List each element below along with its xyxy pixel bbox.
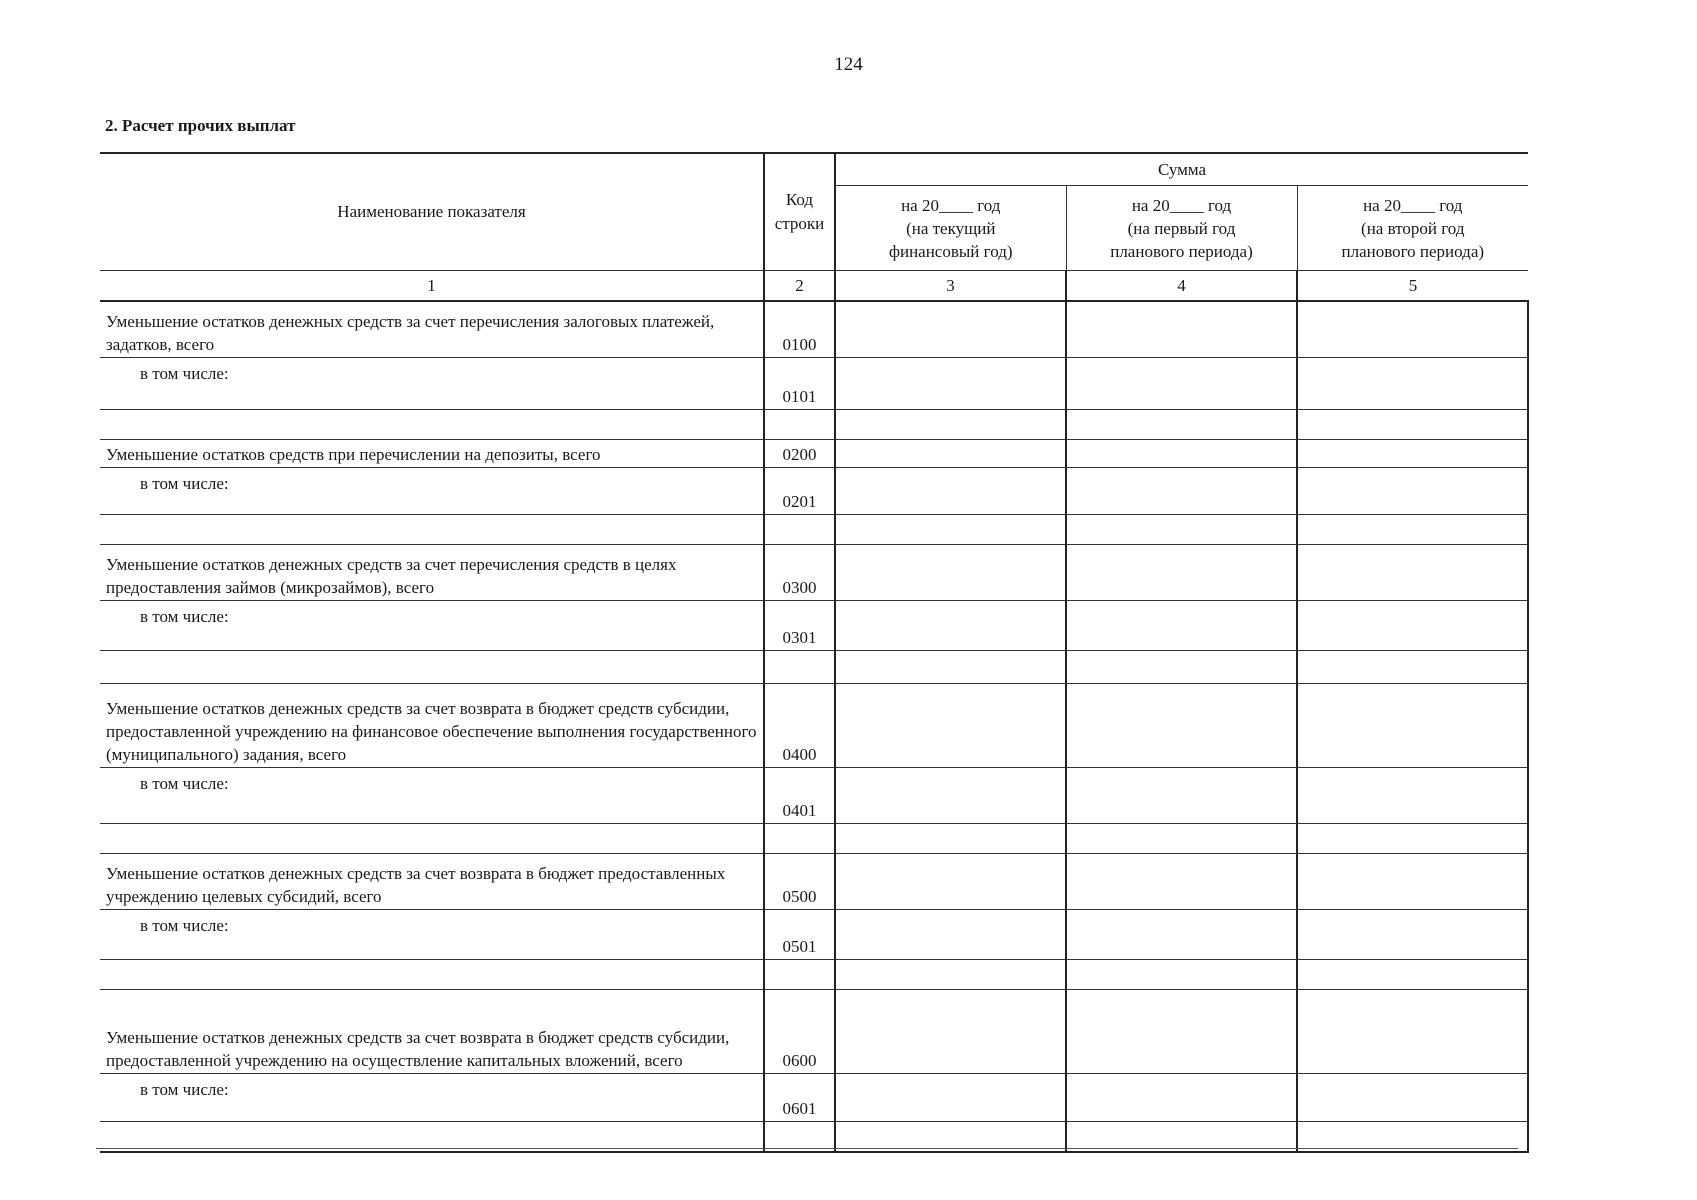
table-row	[100, 514, 1528, 544]
table-row	[100, 823, 1528, 853]
table-row	[100, 301, 1528, 357]
column-number: 4	[1066, 271, 1297, 302]
row-code: 0201	[764, 467, 835, 514]
value-cell[interactable]	[835, 683, 1066, 767]
value-cell[interactable]	[1066, 853, 1297, 909]
row-code	[764, 1121, 835, 1152]
value-cell[interactable]	[1066, 1121, 1297, 1152]
page-number: 124	[834, 54, 863, 75]
value-cell[interactable]	[1066, 989, 1297, 1073]
row-name: Уменьшение остатков денежных средств за счет перечисления средств в целях предоставления займов (микрозаймов), всего	[100, 544, 764, 600]
row-code: 0601	[764, 1073, 835, 1121]
row-code: 0200	[764, 439, 835, 467]
row-name	[100, 823, 764, 853]
table-row	[100, 650, 1528, 683]
value-cell[interactable]	[835, 600, 1066, 650]
row-name	[100, 959, 764, 989]
value-cell[interactable]	[1066, 959, 1297, 989]
header-year-first-plan	[1066, 186, 1297, 271]
row-name	[100, 1121, 764, 1152]
row-code: 0401	[764, 767, 835, 823]
value-cell[interactable]	[1297, 514, 1528, 544]
value-cell[interactable]	[1066, 1073, 1297, 1121]
value-cell[interactable]	[1297, 767, 1528, 823]
value-cell[interactable]	[835, 409, 1066, 439]
header-year-current	[835, 186, 1066, 271]
row-code: 0600	[764, 989, 835, 1073]
row-code	[764, 650, 835, 683]
row-name: Уменьшение остатков денежных средств за счет возврата в бюджет предоставленных учреждению целевых субсидий, всего	[100, 853, 764, 909]
value-cell[interactable]	[1066, 650, 1297, 683]
value-cell[interactable]	[1297, 1121, 1528, 1152]
value-cell[interactable]	[1066, 767, 1297, 823]
value-cell[interactable]	[835, 514, 1066, 544]
row-code: 0400	[764, 683, 835, 767]
row-code: 0500	[764, 853, 835, 909]
value-cell[interactable]	[835, 823, 1066, 853]
table-row	[100, 544, 1528, 600]
value-cell[interactable]	[1297, 301, 1528, 357]
value-cell[interactable]	[835, 439, 1066, 467]
table-row	[100, 853, 1528, 909]
value-cell[interactable]	[1297, 823, 1528, 853]
value-cell[interactable]	[835, 544, 1066, 600]
table-row	[100, 357, 1528, 409]
row-name: Уменьшение остатков денежных средств за счет перечисления залоговых платежей, задатков, всего	[100, 301, 764, 357]
table-row	[100, 409, 1528, 439]
row-name	[100, 514, 764, 544]
table-row	[100, 600, 1528, 650]
payments-table	[100, 152, 1528, 1153]
value-cell[interactable]	[835, 1073, 1066, 1121]
value-cell[interactable]	[835, 767, 1066, 823]
value-cell[interactable]	[1297, 467, 1528, 514]
value-cell[interactable]	[835, 909, 1066, 959]
header-year-line: планового периода)	[1341, 241, 1485, 261]
table-row	[100, 959, 1528, 989]
row-code	[764, 959, 835, 989]
table-row	[100, 767, 1528, 823]
value-cell[interactable]	[1297, 959, 1528, 989]
value-cell[interactable]	[835, 853, 1066, 909]
value-cell[interactable]	[835, 1121, 1066, 1152]
row-sub-label: в том числе:	[100, 1073, 764, 1121]
value-cell[interactable]	[835, 301, 1066, 357]
value-cell[interactable]	[1297, 650, 1528, 683]
value-cell[interactable]	[1297, 357, 1528, 409]
section-title: 2. Расчет прочих выплат	[105, 116, 296, 135]
value-cell[interactable]	[1066, 909, 1297, 959]
row-sub-label: в том числе:	[100, 600, 764, 650]
table-row	[100, 439, 1528, 467]
row-sub-label: в том числе:	[100, 357, 764, 409]
row-code	[764, 409, 835, 439]
value-cell[interactable]	[1297, 989, 1528, 1073]
value-cell[interactable]	[1066, 357, 1297, 409]
row-code	[764, 823, 835, 853]
header-sum: Сумма	[835, 153, 1528, 186]
row-name	[100, 409, 764, 439]
value-cell[interactable]	[1066, 544, 1297, 600]
value-cell[interactable]	[1066, 683, 1297, 767]
header-year-second-plan	[1297, 186, 1528, 271]
value-cell[interactable]	[1066, 439, 1297, 467]
table-row	[100, 909, 1528, 959]
value-cell[interactable]	[1066, 514, 1297, 544]
value-cell[interactable]	[1297, 544, 1528, 600]
table-row	[100, 467, 1528, 514]
row-code: 0100	[764, 301, 835, 357]
header-code-column	[764, 153, 835, 271]
header-year-line: планового периода)	[1110, 241, 1253, 261]
value-cell[interactable]	[1297, 439, 1528, 467]
header-code-line-2: строки	[774, 214, 825, 233]
header-year-line: (на второй год	[1361, 218, 1465, 238]
column-number: 1	[100, 271, 764, 302]
column-number: 5	[1297, 271, 1528, 302]
table-row	[100, 1073, 1528, 1121]
value-cell[interactable]	[1066, 823, 1297, 853]
header-name-column: Наименование показателя	[100, 153, 764, 271]
row-sub-label: в том числе:	[100, 767, 764, 823]
value-cell[interactable]	[1066, 600, 1297, 650]
value-cell[interactable]	[835, 989, 1066, 1073]
table-row	[100, 683, 1528, 767]
header-year-line: (на первый год	[1127, 218, 1236, 238]
value-cell[interactable]	[1297, 1073, 1528, 1121]
value-cell[interactable]	[835, 357, 1066, 409]
value-cell[interactable]	[835, 650, 1066, 683]
row-code: 0501	[764, 909, 835, 959]
value-cell[interactable]	[1297, 683, 1528, 767]
row-code: 0101	[764, 357, 835, 409]
header-year-line: на 20____ год	[1363, 195, 1463, 215]
header-code-line-1: Код	[785, 190, 814, 209]
header-year-line: (на текущий	[906, 218, 996, 238]
table-row	[100, 1121, 1528, 1152]
header-year-line: на 20____ год	[901, 195, 1001, 215]
column-number: 2	[764, 271, 835, 302]
value-cell[interactable]	[1297, 600, 1528, 650]
row-name	[100, 650, 764, 683]
row-code	[764, 514, 835, 544]
row-name: Уменьшение остатков средств при перечислении на депозиты, всего	[100, 439, 764, 467]
row-name: Уменьшение остатков денежных средств за счет возврата в бюджет средств субсидии, предоставленной учреждению на финансовое обеспечение выполнения государственного (муниципального) задания, всего	[100, 683, 764, 767]
value-cell[interactable]	[835, 959, 1066, 989]
value-cell[interactable]	[1066, 409, 1297, 439]
table-row	[100, 989, 1528, 1073]
column-number-row	[100, 271, 1528, 302]
value-cell[interactable]	[835, 467, 1066, 514]
value-cell[interactable]	[1066, 301, 1297, 357]
value-cell[interactable]	[1066, 467, 1297, 514]
header-year-line: финансовый год)	[888, 241, 1013, 261]
row-name: Уменьшение остатков денежных средств за счет возврата в бюджет средств субсидии, предоставленной учреждению на осуществление капитальных вложений, всего	[100, 989, 764, 1073]
row-code: 0300	[764, 544, 835, 600]
value-cell[interactable]	[1297, 409, 1528, 439]
value-cell[interactable]	[1297, 853, 1528, 909]
bottom-rule	[96, 1148, 1518, 1149]
column-number: 3	[835, 271, 1066, 302]
row-code: 0301	[764, 600, 835, 650]
row-sub-label: в том числе:	[100, 909, 764, 959]
header-year-line: на 20____ год	[1131, 195, 1232, 215]
row-sub-label: в том числе:	[100, 467, 764, 514]
value-cell[interactable]	[1297, 909, 1528, 959]
